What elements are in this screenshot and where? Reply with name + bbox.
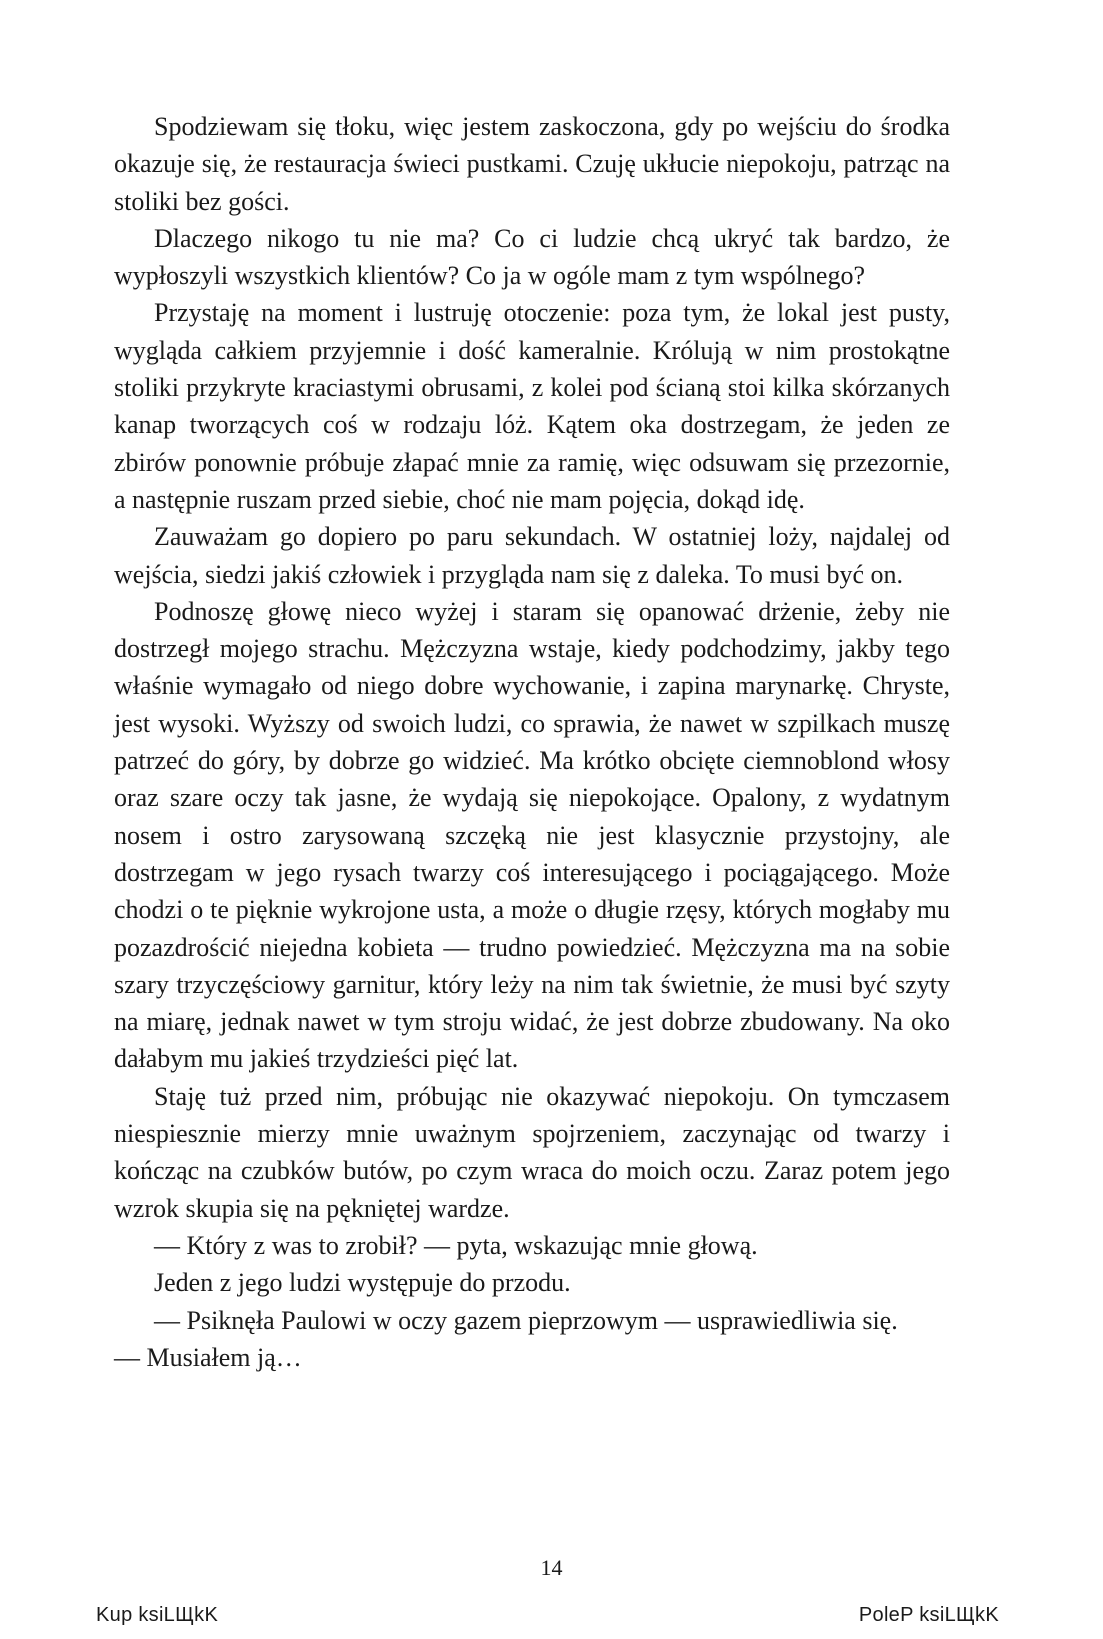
paragraph: Podnoszę głowę nieco wyżej i staram się opanować drżenie, żeby nie dostrzegł mojego strachu. Mężczyzna wstaje, kiedy podchodzimy, jakby tego właśnie wymagało od niego dobre wychowanie, i zapina marynarkę. Chryste, jest wysoki. Wyższy od swoich ludzi, co sprawia, że nawet w szpilkach muszę patrzeć do góry, by dobrze go widzieć. Ma krótko obcięte ciemnoblond włosy oraz szare oczy tak jasne, że wydają się niepokojące. Opalony, z wydatnym nosem i ostro zarysowaną szczęką nie jest klasycznie przystojny, ale dostrzegam w jego rysach twarzy coś interesującego i pociągającego. Może chodzi o te pięknie wykrojone usta, a może o długie rzęsy, których mogłaby mu pozazdrościć niejedna kobieta — trudno powiedzieć. Mężczyzna ma na sobie szary trzyczęściowy garnitur, który leży na nim tak świetnie, że musi być szyty na miarę, jednak nawet w tym stroju widać, że jest dobrze zbudowany. Na oko dałabym mu jakieś trzydzieści pięć lat. <box>114 596 950 1074</box>
footer-recommend-book-link[interactable]: PoleP ksiLЩkK <box>858 1604 999 1626</box>
paragraph: Zauważam go dopiero po paru sekundach. W ostatniej loży, najdalej od wejścia, siedzi jakiś człowiek i przygląda nam się z daleka. To musi być on. <box>114 522 950 589</box>
paragraph: — Musiałem ją… <box>114 1342 302 1372</box>
paragraph: Jeden z jego ludzi występuje do przodu. <box>154 1268 571 1298</box>
paragraph: — Psiknęła Paulowi w oczy gazem pieprzowym — usprawiedliwia się. <box>154 1305 898 1335</box>
paragraph: Dlaczego nikogo tu nie ma? Co ci ludzie chcą ukryć tak bardzo, że wypłoszyli wszystkich klientów? Co ja w ogóle mam z tym wspólnego? <box>114 223 950 291</box>
paragraph: Spodziewam się tłoku, więc jestem zaskoczona, gdy po wejściu do środka okazuje się, że restauracja świeci pustkami. Czuję ukłucie niepokoju, patrząc na stoliki bez gości. <box>114 112 950 216</box>
footer-buy-book-link[interactable]: Kup ksiLЩkK <box>96 1604 219 1626</box>
paragraph: Staję tuż przed nim, próbując nie okazywać niepokoju. On tymczasem niespiesznie mierzy mnie uważnym spojrzeniem, zaczynając od twarzy i kończąc na czubków butów, po czym wraca do moich oczu. Zaraz potem jego wzrok skupia się na pękniętej wardze. <box>114 1081 950 1223</box>
paragraph: Przystaję na moment i lustruję otoczenie: poza tym, że lokal jest pusty, wygląda całkiem przyjemnie i dość kameralnie. Królują w nim prostokątne stoliki przykryte kraciastymi obrusami, z kolei pod ścianą stoi kilka skórzanych kanap tworzących coś w rodzaju lóż. Kątem oka dostrzegam, że jeden ze zbirów ponownie próbuje złapać mnie za ramię, więc odsuwam się przezornie, a następnie ruszam przed siebie, choć nie mam pojęcia, dokąd idę. <box>114 298 950 514</box>
page-number: 14 <box>540 1555 563 1580</box>
paragraph: — Który z was to zrobił? — pyta, wskazując mnie głową. <box>154 1230 758 1260</box>
page-text <box>114 108 950 1376</box>
